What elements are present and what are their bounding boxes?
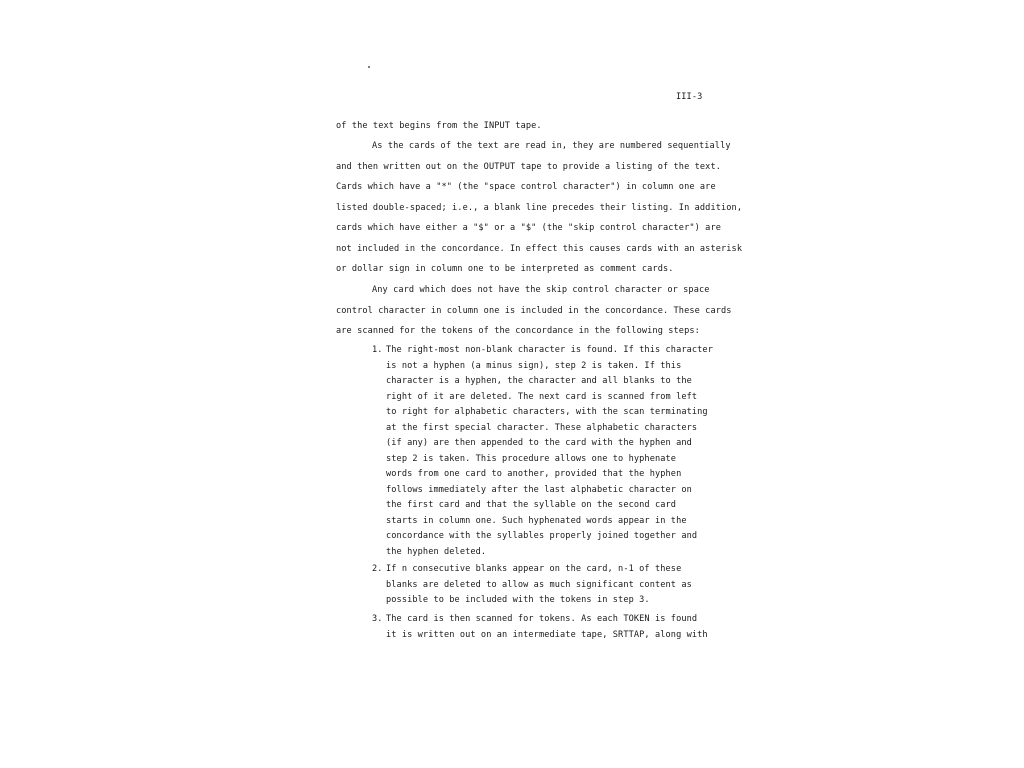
step-line: the hyphen deleted. bbox=[386, 546, 487, 557]
step-line: the first card and that the syllable on the second card bbox=[386, 500, 677, 510]
paragraph-line: of the text begins from the INPUT tape. bbox=[336, 121, 542, 131]
step-line: The right-most non-blank character is found. If this character bbox=[386, 345, 713, 355]
scan-speck bbox=[368, 66, 370, 68]
step-line: is not a hyphen (a minus sign), step 2 is taken. If this bbox=[386, 360, 682, 371]
paragraph-line: As the cards of the text are read in, they are numbered sequentially bbox=[372, 141, 731, 151]
step-line: (if any) are then appended to the card with the hyphen and bbox=[386, 438, 692, 448]
step-line: The card is then scanned for tokens. As each TOKEN is found bbox=[386, 614, 698, 624]
step-line: it is written out on an intermediate tape, SRTTAP, along with bbox=[386, 629, 708, 640]
paragraph-line: are scanned for the tokens of the concordance in the following steps: bbox=[336, 326, 700, 336]
step-line: concordance with the syllables properly joined together and bbox=[386, 531, 698, 541]
step-line: right of it are deleted. The next card is scanned from left bbox=[386, 391, 698, 402]
step-line: starts in column one. Such hyphenated words appear in the bbox=[386, 515, 687, 526]
step-line: blanks are deleted to allow as much significant content as bbox=[386, 579, 692, 590]
step-line: character is a hyphen, the character and all blanks to the bbox=[386, 376, 692, 386]
paragraph-line: Cards which have a "*" (the "space control character") in column one are bbox=[336, 182, 716, 192]
step-line: follows immediately after the last alphabetic character on bbox=[386, 484, 692, 495]
paragraph-line: not included in the concordance. In effect this causes cards with an asterisk bbox=[336, 243, 743, 254]
step-line: If n consecutive blanks appear on the card, n-1 of these bbox=[386, 564, 682, 574]
step-line: step 2 is taken. This procedure allows one to hyphenate bbox=[386, 453, 677, 464]
paragraph-line: listed double-spaced; i.e., a blank line precedes their listing. In addition, bbox=[336, 202, 743, 213]
paragraph-line: control character in column one is included in the concordance. These cards bbox=[336, 305, 732, 316]
paragraph-line: cards which have either a "$" or a "$" (the "skip control character") are bbox=[336, 223, 721, 233]
step-number: 3. bbox=[372, 614, 383, 624]
step-line: words from one card to another, provided that the hyphen bbox=[386, 469, 682, 479]
paragraph-line: and then written out on the OUTPUT tape to provide a listing of the text. bbox=[336, 161, 721, 172]
step-line: at the first special character. These alphabetic characters bbox=[386, 422, 698, 433]
step-line: to right for alphabetic characters, with the scan terminating bbox=[386, 407, 708, 417]
paragraph-line: Any card which does not have the skip control character or space bbox=[372, 285, 710, 295]
step-line: possible to be included with the tokens in step 3. bbox=[386, 595, 650, 605]
paragraph-line: or dollar sign in column one to be interpreted as comment cards. bbox=[336, 264, 674, 274]
step-number: 2. bbox=[372, 564, 383, 574]
step-number: 1. bbox=[372, 345, 383, 355]
page-number: III-3 bbox=[676, 92, 703, 102]
